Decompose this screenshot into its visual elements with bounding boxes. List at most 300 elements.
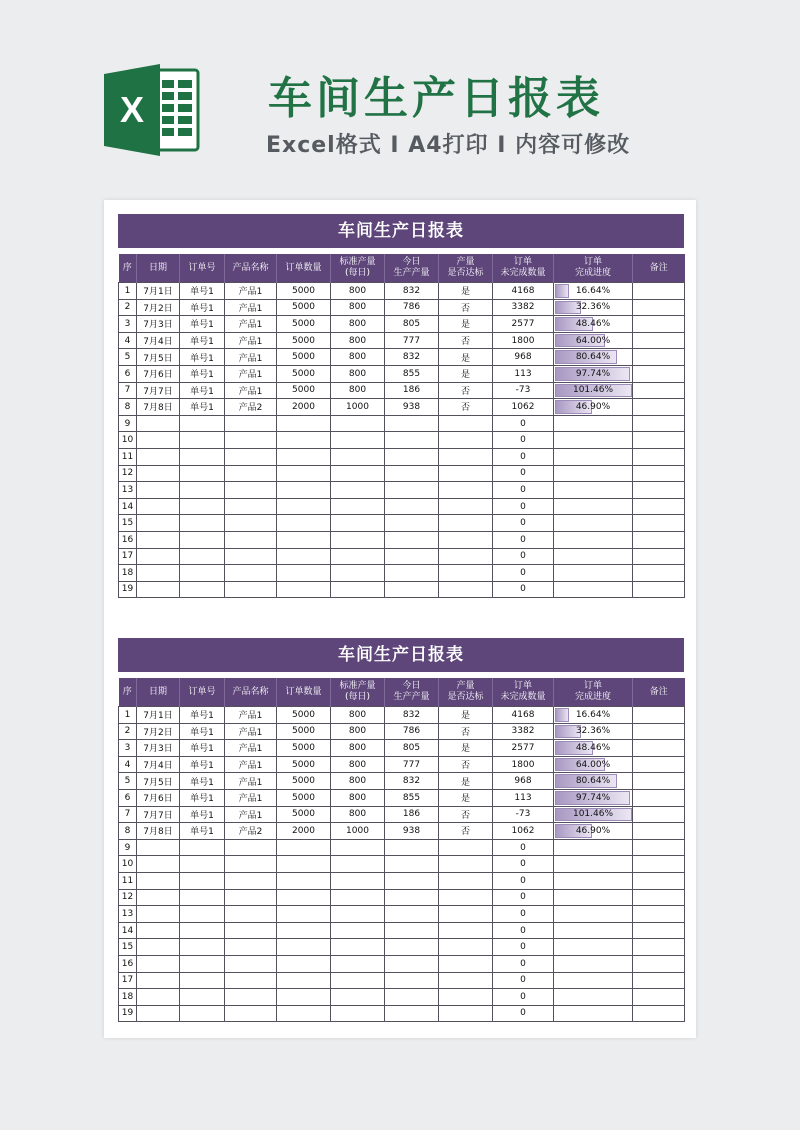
- table-cell[interactable]: 单号1: [180, 707, 225, 724]
- table-cell[interactable]: [439, 989, 493, 1006]
- table-cell[interactable]: [331, 856, 385, 873]
- table-cell[interactable]: [554, 922, 633, 939]
- table-cell[interactable]: [554, 565, 633, 582]
- table-cell[interactable]: [633, 872, 685, 889]
- table-cell[interactable]: [554, 448, 633, 465]
- table-cell[interactable]: 5000: [277, 756, 331, 773]
- table-cell[interactable]: [137, 448, 180, 465]
- table-cell[interactable]: 1062: [493, 399, 554, 416]
- table-cell[interactable]: [277, 448, 331, 465]
- table-cell[interactable]: 786: [385, 299, 439, 316]
- table-cell[interactable]: 单号1: [180, 773, 225, 790]
- table-cell[interactable]: [439, 432, 493, 449]
- table-cell[interactable]: 832: [385, 283, 439, 300]
- table-cell[interactable]: [633, 906, 685, 923]
- table-cell[interactable]: [331, 889, 385, 906]
- table-cell[interactable]: 14: [119, 922, 137, 939]
- table-cell[interactable]: 10: [119, 432, 137, 449]
- table-cell[interactable]: 0: [493, 498, 554, 515]
- table-cell[interactable]: [633, 465, 685, 482]
- table-cell[interactable]: 0: [493, 515, 554, 532]
- table-cell[interactable]: [385, 415, 439, 432]
- table-cell[interactable]: 777: [385, 332, 439, 349]
- table-cell[interactable]: [633, 806, 685, 823]
- table-cell[interactable]: 是: [439, 365, 493, 382]
- table-cell[interactable]: [554, 839, 633, 856]
- table-cell[interactable]: [633, 939, 685, 956]
- table-cell[interactable]: 7月2日: [137, 723, 180, 740]
- table-cell[interactable]: 5000: [277, 707, 331, 724]
- table-cell[interactable]: 0: [493, 906, 554, 923]
- table-cell[interactable]: [385, 939, 439, 956]
- table-cell[interactable]: [439, 498, 493, 515]
- table-cell[interactable]: 15: [119, 939, 137, 956]
- table-cell[interactable]: [225, 465, 277, 482]
- table-cell[interactable]: 5000: [277, 349, 331, 366]
- table-cell[interactable]: [225, 415, 277, 432]
- progress-cell[interactable]: [554, 707, 633, 724]
- table-cell[interactable]: [137, 872, 180, 889]
- table-cell[interactable]: [633, 1005, 685, 1022]
- table-cell[interactable]: [137, 906, 180, 923]
- table-cell[interactable]: [180, 839, 225, 856]
- progress-cell[interactable]: [554, 723, 633, 740]
- table-cell[interactable]: [439, 1005, 493, 1022]
- table-cell[interactable]: [439, 889, 493, 906]
- table-cell[interactable]: [633, 316, 685, 333]
- table-cell[interactable]: 单号1: [180, 723, 225, 740]
- table-cell[interactable]: 7月8日: [137, 399, 180, 416]
- table-cell[interactable]: [439, 839, 493, 856]
- table-cell[interactable]: [277, 856, 331, 873]
- table-cell[interactable]: 0: [493, 482, 554, 499]
- table-cell[interactable]: [277, 906, 331, 923]
- table-cell[interactable]: [554, 972, 633, 989]
- table-cell[interactable]: 786: [385, 723, 439, 740]
- table-cell[interactable]: 113: [493, 365, 554, 382]
- table-cell[interactable]: [277, 939, 331, 956]
- table-cell[interactable]: [180, 581, 225, 598]
- table-cell[interactable]: 0: [493, 415, 554, 432]
- table-cell[interactable]: 800: [331, 382, 385, 399]
- table-cell[interactable]: [633, 773, 685, 790]
- table-cell[interactable]: 单号1: [180, 299, 225, 316]
- table-cell[interactable]: 968: [493, 773, 554, 790]
- table-cell[interactable]: 1062: [493, 823, 554, 840]
- table-cell[interactable]: 产品1: [225, 299, 277, 316]
- table-cell[interactable]: 6: [119, 365, 137, 382]
- progress-cell[interactable]: [554, 756, 633, 773]
- table-cell[interactable]: [385, 922, 439, 939]
- table-cell[interactable]: [180, 889, 225, 906]
- table-cell[interactable]: [225, 565, 277, 582]
- table-cell[interactable]: [385, 1005, 439, 1022]
- table-cell[interactable]: 4: [119, 332, 137, 349]
- progress-cell[interactable]: [554, 740, 633, 757]
- table-cell[interactable]: 5000: [277, 806, 331, 823]
- table-cell[interactable]: 800: [331, 806, 385, 823]
- table-cell[interactable]: [277, 465, 331, 482]
- table-cell[interactable]: 产品1: [225, 723, 277, 740]
- table-cell[interactable]: [277, 1005, 331, 1022]
- table-cell[interactable]: 产品1: [225, 707, 277, 724]
- table-cell[interactable]: [331, 531, 385, 548]
- table-cell[interactable]: 5: [119, 773, 137, 790]
- table-cell[interactable]: 13: [119, 906, 137, 923]
- table-cell[interactable]: [554, 515, 633, 532]
- progress-cell[interactable]: [554, 789, 633, 806]
- table-cell[interactable]: [439, 955, 493, 972]
- progress-cell[interactable]: [554, 806, 633, 823]
- table-cell[interactable]: [633, 989, 685, 1006]
- table-cell[interactable]: [180, 515, 225, 532]
- table-cell[interactable]: 是: [439, 707, 493, 724]
- table-cell[interactable]: 产品1: [225, 316, 277, 333]
- table-cell[interactable]: 2000: [277, 823, 331, 840]
- table-cell[interactable]: -73: [493, 382, 554, 399]
- table-cell[interactable]: [225, 955, 277, 972]
- table-cell[interactable]: 7月4日: [137, 756, 180, 773]
- table-cell[interactable]: 0: [493, 939, 554, 956]
- table-cell[interactable]: 18: [119, 565, 137, 582]
- table-cell[interactable]: 单号1: [180, 332, 225, 349]
- table-cell[interactable]: [554, 889, 633, 906]
- table-cell[interactable]: [137, 565, 180, 582]
- table-cell[interactable]: 7月4日: [137, 332, 180, 349]
- table-cell[interactable]: 3382: [493, 299, 554, 316]
- table-cell[interactable]: [180, 465, 225, 482]
- table-cell[interactable]: [439, 515, 493, 532]
- table-cell[interactable]: [277, 839, 331, 856]
- table-cell[interactable]: [225, 972, 277, 989]
- table-cell[interactable]: [331, 515, 385, 532]
- table-cell[interactable]: 805: [385, 740, 439, 757]
- table-cell[interactable]: 7月7日: [137, 806, 180, 823]
- table-cell[interactable]: 是: [439, 283, 493, 300]
- table-cell[interactable]: 15: [119, 515, 137, 532]
- table-cell[interactable]: [331, 482, 385, 499]
- table-cell[interactable]: [385, 955, 439, 972]
- table-cell[interactable]: [331, 906, 385, 923]
- table-cell[interactable]: [633, 415, 685, 432]
- table-cell[interactable]: [554, 1005, 633, 1022]
- table-cell[interactable]: [277, 432, 331, 449]
- table-cell[interactable]: [633, 955, 685, 972]
- table-cell[interactable]: [180, 548, 225, 565]
- table-cell[interactable]: [225, 581, 277, 598]
- table-cell[interactable]: 5000: [277, 299, 331, 316]
- table-cell[interactable]: 是: [439, 740, 493, 757]
- table-cell[interactable]: [331, 939, 385, 956]
- table-cell[interactable]: 800: [331, 740, 385, 757]
- table-cell[interactable]: [137, 856, 180, 873]
- table-cell[interactable]: [385, 906, 439, 923]
- table-cell[interactable]: 7月7日: [137, 382, 180, 399]
- table-cell[interactable]: 186: [385, 382, 439, 399]
- table-cell[interactable]: 800: [331, 773, 385, 790]
- table-cell[interactable]: 800: [331, 332, 385, 349]
- table-cell[interactable]: [633, 283, 685, 300]
- progress-cell[interactable]: [554, 349, 633, 366]
- table-cell[interactable]: [180, 482, 225, 499]
- table-cell[interactable]: 14: [119, 498, 137, 515]
- table-cell[interactable]: 5000: [277, 773, 331, 790]
- table-cell[interactable]: [277, 531, 331, 548]
- table-cell[interactable]: [633, 432, 685, 449]
- table-cell[interactable]: 8: [119, 823, 137, 840]
- table-cell[interactable]: [137, 415, 180, 432]
- table-cell[interactable]: 800: [331, 283, 385, 300]
- table-cell[interactable]: [331, 922, 385, 939]
- table-cell[interactable]: [331, 972, 385, 989]
- table-cell[interactable]: [180, 856, 225, 873]
- table-cell[interactable]: [633, 922, 685, 939]
- table-cell[interactable]: [633, 498, 685, 515]
- table-cell[interactable]: 否: [439, 823, 493, 840]
- table-cell[interactable]: 11: [119, 872, 137, 889]
- table-cell[interactable]: [554, 432, 633, 449]
- table-cell[interactable]: 是: [439, 789, 493, 806]
- table-cell[interactable]: [331, 465, 385, 482]
- table-cell[interactable]: [385, 548, 439, 565]
- table-cell[interactable]: [439, 906, 493, 923]
- table-cell[interactable]: 6: [119, 789, 137, 806]
- table-cell[interactable]: 单号1: [180, 382, 225, 399]
- table-cell[interactable]: [180, 872, 225, 889]
- table-cell[interactable]: 5000: [277, 789, 331, 806]
- table-cell[interactable]: 12: [119, 889, 137, 906]
- table-cell[interactable]: [633, 856, 685, 873]
- table-cell[interactable]: [137, 889, 180, 906]
- table-cell[interactable]: 0: [493, 548, 554, 565]
- table-cell[interactable]: 1: [119, 707, 137, 724]
- table-cell[interactable]: [137, 1005, 180, 1022]
- table-cell[interactable]: 产品1: [225, 756, 277, 773]
- progress-cell[interactable]: [554, 773, 633, 790]
- table-cell[interactable]: [385, 972, 439, 989]
- table-cell[interactable]: 否: [439, 756, 493, 773]
- table-cell[interactable]: [439, 415, 493, 432]
- table-cell[interactable]: 1800: [493, 756, 554, 773]
- table-cell[interactable]: 0: [493, 972, 554, 989]
- table-cell[interactable]: 17: [119, 972, 137, 989]
- table-cell[interactable]: 800: [331, 756, 385, 773]
- table-cell[interactable]: 12: [119, 465, 137, 482]
- table-cell[interactable]: 7月3日: [137, 740, 180, 757]
- progress-cell[interactable]: [554, 316, 633, 333]
- table-cell[interactable]: 7月5日: [137, 773, 180, 790]
- table-cell[interactable]: [385, 531, 439, 548]
- table-cell[interactable]: 4168: [493, 707, 554, 724]
- table-cell[interactable]: [137, 581, 180, 598]
- table-cell[interactable]: 800: [331, 316, 385, 333]
- table-cell[interactable]: [331, 955, 385, 972]
- table-cell[interactable]: 7月6日: [137, 365, 180, 382]
- table-cell[interactable]: [385, 872, 439, 889]
- table-cell[interactable]: 1000: [331, 399, 385, 416]
- table-cell[interactable]: [633, 515, 685, 532]
- table-cell[interactable]: 产品1: [225, 332, 277, 349]
- table-cell[interactable]: [385, 448, 439, 465]
- table-cell[interactable]: [554, 955, 633, 972]
- table-cell[interactable]: [331, 548, 385, 565]
- table-cell[interactable]: [180, 565, 225, 582]
- table-cell[interactable]: 0: [493, 872, 554, 889]
- table-cell[interactable]: 0: [493, 839, 554, 856]
- table-cell[interactable]: 2000: [277, 399, 331, 416]
- table-cell[interactable]: [385, 482, 439, 499]
- table-cell[interactable]: [225, 432, 277, 449]
- table-cell[interactable]: 0: [493, 432, 554, 449]
- table-cell[interactable]: [277, 515, 331, 532]
- table-cell[interactable]: [277, 565, 331, 582]
- table-cell[interactable]: 4: [119, 756, 137, 773]
- table-cell[interactable]: 2577: [493, 740, 554, 757]
- table-cell[interactable]: [331, 1005, 385, 1022]
- table-cell[interactable]: [554, 482, 633, 499]
- table-cell[interactable]: [225, 989, 277, 1006]
- table-cell[interactable]: [277, 872, 331, 889]
- table-cell[interactable]: 832: [385, 707, 439, 724]
- table-cell[interactable]: 否: [439, 723, 493, 740]
- table-cell[interactable]: 2577: [493, 316, 554, 333]
- table-cell[interactable]: 产品1: [225, 382, 277, 399]
- table-cell[interactable]: 单号1: [180, 349, 225, 366]
- table-cell[interactable]: 5000: [277, 365, 331, 382]
- table-cell[interactable]: [180, 922, 225, 939]
- progress-cell[interactable]: [554, 382, 633, 399]
- table-cell[interactable]: 单号1: [180, 823, 225, 840]
- table-cell[interactable]: [277, 548, 331, 565]
- table-cell[interactable]: 产品1: [225, 349, 277, 366]
- table-cell[interactable]: 800: [331, 349, 385, 366]
- table-cell[interactable]: [277, 498, 331, 515]
- table-cell[interactable]: [439, 482, 493, 499]
- table-cell[interactable]: [137, 432, 180, 449]
- table-cell[interactable]: 单号1: [180, 316, 225, 333]
- table-cell[interactable]: [137, 548, 180, 565]
- table-cell[interactable]: [331, 872, 385, 889]
- table-cell[interactable]: 7: [119, 806, 137, 823]
- table-cell[interactable]: [633, 789, 685, 806]
- table-cell[interactable]: 产品1: [225, 773, 277, 790]
- table-cell[interactable]: [225, 906, 277, 923]
- table-cell[interactable]: [554, 531, 633, 548]
- table-cell[interactable]: 0: [493, 581, 554, 598]
- table-cell[interactable]: [633, 581, 685, 598]
- table-cell[interactable]: 0: [493, 465, 554, 482]
- table-cell[interactable]: 7: [119, 382, 137, 399]
- table-cell[interactable]: [633, 531, 685, 548]
- table-cell[interactable]: 单号1: [180, 806, 225, 823]
- table-cell[interactable]: [137, 939, 180, 956]
- table-cell[interactable]: 19: [119, 1005, 137, 1022]
- table-cell[interactable]: [439, 565, 493, 582]
- table-cell[interactable]: [633, 756, 685, 773]
- table-cell[interactable]: [554, 989, 633, 1006]
- table-cell[interactable]: 7月1日: [137, 707, 180, 724]
- table-cell[interactable]: 单号1: [180, 789, 225, 806]
- table-cell[interactable]: 7月3日: [137, 316, 180, 333]
- table-cell[interactable]: [225, 531, 277, 548]
- table-cell[interactable]: [439, 548, 493, 565]
- table-cell[interactable]: 产品1: [225, 789, 277, 806]
- table-cell[interactable]: 0: [493, 989, 554, 1006]
- table-cell[interactable]: [633, 740, 685, 757]
- table-cell[interactable]: 7月1日: [137, 283, 180, 300]
- table-cell[interactable]: 5000: [277, 723, 331, 740]
- table-cell[interactable]: 1: [119, 283, 137, 300]
- table-cell[interactable]: [277, 482, 331, 499]
- table-cell[interactable]: 800: [331, 707, 385, 724]
- table-cell[interactable]: [554, 872, 633, 889]
- table-cell[interactable]: 产品1: [225, 806, 277, 823]
- table-cell[interactable]: [331, 581, 385, 598]
- table-cell[interactable]: [137, 839, 180, 856]
- table-cell[interactable]: [137, 482, 180, 499]
- table-cell[interactable]: [633, 723, 685, 740]
- table-cell[interactable]: [554, 581, 633, 598]
- table-cell[interactable]: [180, 432, 225, 449]
- table-cell[interactable]: [225, 856, 277, 873]
- table-cell[interactable]: [439, 939, 493, 956]
- table-cell[interactable]: [137, 515, 180, 532]
- table-cell[interactable]: [554, 906, 633, 923]
- table-cell[interactable]: [633, 548, 685, 565]
- table-cell[interactable]: 2: [119, 299, 137, 316]
- table-cell[interactable]: [633, 299, 685, 316]
- table-cell[interactable]: 0: [493, 1005, 554, 1022]
- table-cell[interactable]: [439, 922, 493, 939]
- table-cell[interactable]: [554, 498, 633, 515]
- table-cell[interactable]: [277, 955, 331, 972]
- table-cell[interactable]: [331, 432, 385, 449]
- table-cell[interactable]: [225, 939, 277, 956]
- table-cell[interactable]: [385, 432, 439, 449]
- table-cell[interactable]: [277, 889, 331, 906]
- table-cell[interactable]: [385, 839, 439, 856]
- table-cell[interactable]: [633, 707, 685, 724]
- table-cell[interactable]: [385, 565, 439, 582]
- table-cell[interactable]: 805: [385, 316, 439, 333]
- table-cell[interactable]: 0: [493, 856, 554, 873]
- table-cell[interactable]: [180, 939, 225, 956]
- table-cell[interactable]: [439, 531, 493, 548]
- table-cell[interactable]: [180, 498, 225, 515]
- table-cell[interactable]: [633, 565, 685, 582]
- table-cell[interactable]: [180, 972, 225, 989]
- table-cell[interactable]: 16: [119, 531, 137, 548]
- progress-cell[interactable]: [554, 823, 633, 840]
- table-cell[interactable]: [180, 448, 225, 465]
- table-cell[interactable]: [554, 939, 633, 956]
- table-cell[interactable]: [439, 856, 493, 873]
- table-cell[interactable]: [225, 482, 277, 499]
- table-cell[interactable]: [137, 922, 180, 939]
- table-cell[interactable]: [554, 465, 633, 482]
- table-cell[interactable]: [180, 955, 225, 972]
- progress-cell[interactable]: [554, 299, 633, 316]
- table-cell[interactable]: [439, 448, 493, 465]
- table-cell[interactable]: [137, 498, 180, 515]
- table-cell[interactable]: 2: [119, 723, 137, 740]
- table-cell[interactable]: 7月6日: [137, 789, 180, 806]
- table-cell[interactable]: [225, 889, 277, 906]
- table-cell[interactable]: [137, 465, 180, 482]
- table-cell[interactable]: [385, 856, 439, 873]
- table-cell[interactable]: 否: [439, 332, 493, 349]
- table-cell[interactable]: 9: [119, 839, 137, 856]
